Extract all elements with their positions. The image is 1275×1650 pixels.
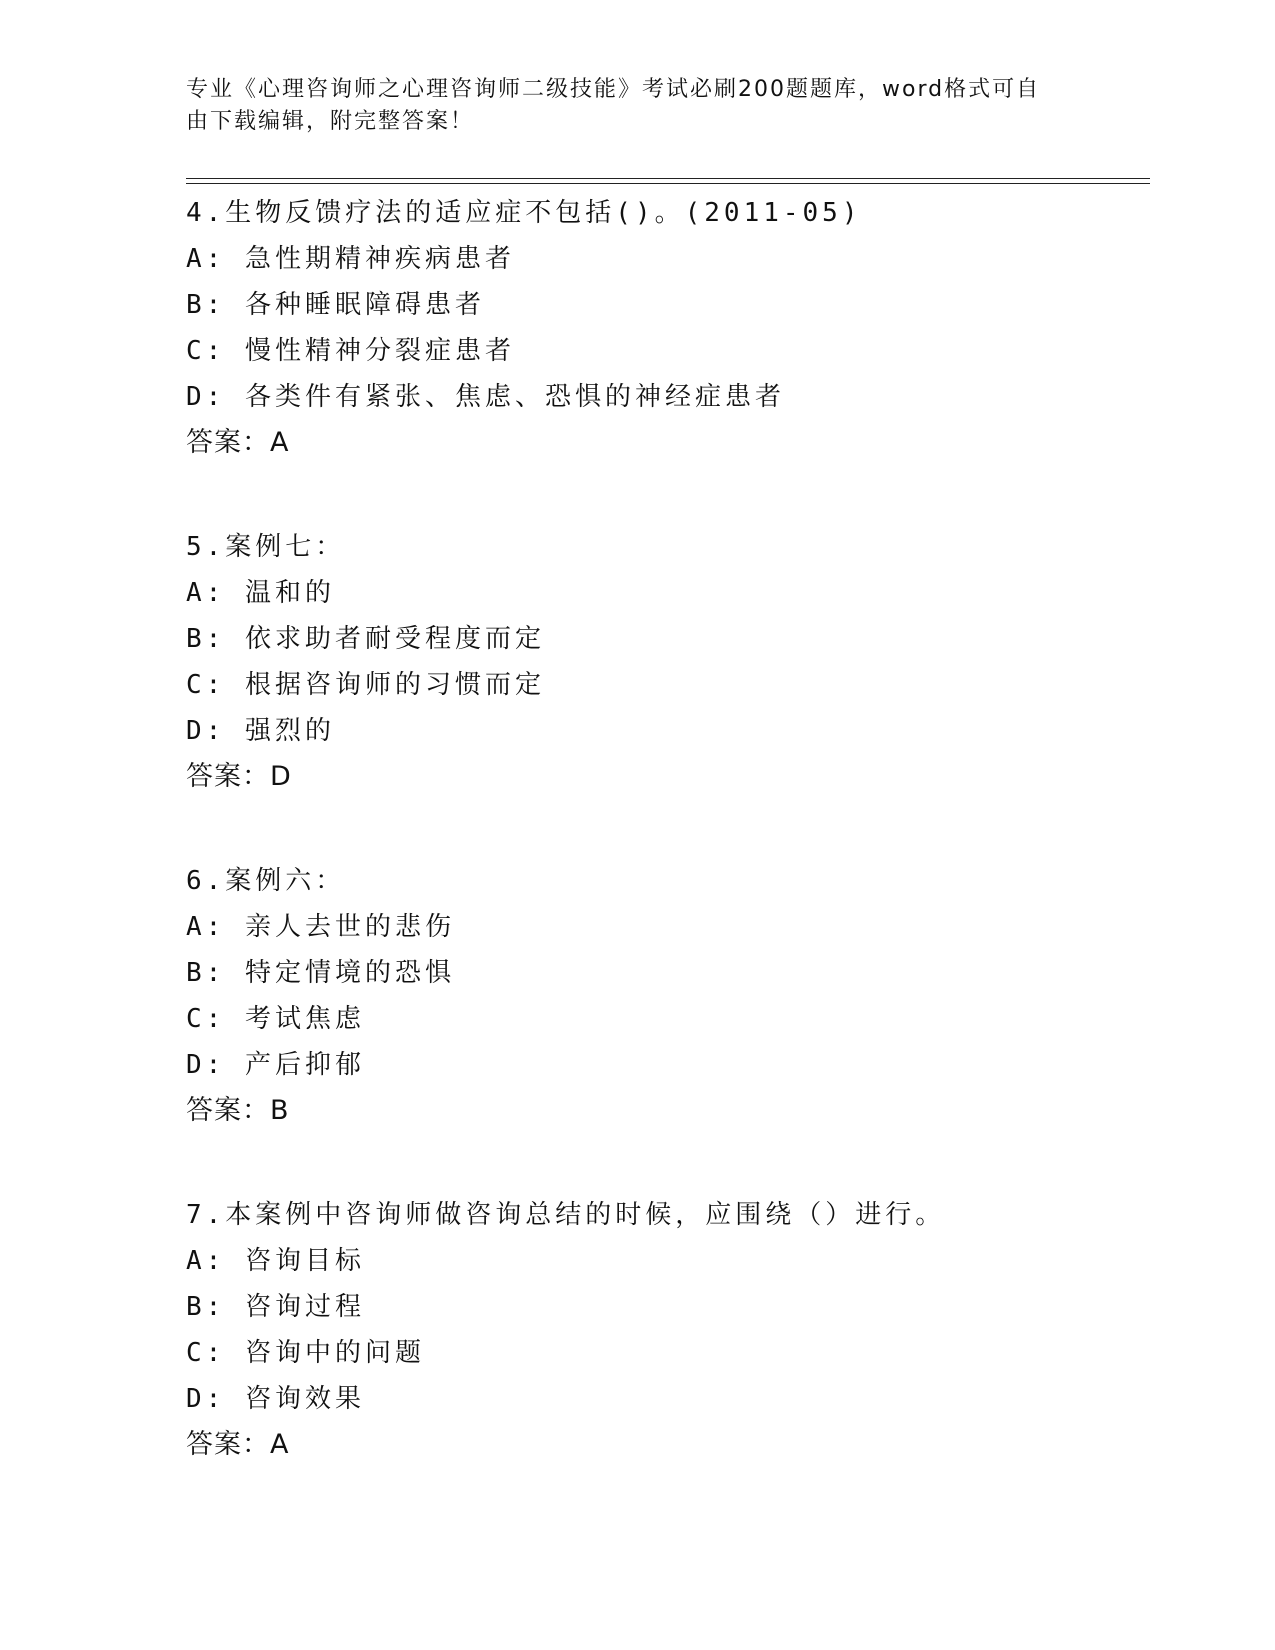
option-c: C: 根据咨询师的习惯而定 [186, 670, 545, 700]
answer-line: 答案：A [186, 427, 290, 458]
answer-line: 答案：B [186, 1095, 290, 1126]
question-stem: 5.案例七： [186, 532, 346, 562]
question-7 [186, 1192, 1146, 1468]
option-d: D: 产后抑郁 [186, 1050, 365, 1080]
document-header [186, 74, 1066, 138]
option-b: B: 各种睡眠障碍患者 [186, 290, 485, 320]
question-list [186, 190, 1146, 1526]
option-d: D: 各类件有紧张、焦虑、恐惧的神经症患者 [186, 382, 785, 412]
question-stem: 6.案例六： [186, 866, 346, 896]
option-a: A: 咨询目标 [186, 1246, 365, 1276]
header-divider-top [186, 178, 1150, 179]
option-c: C: 咨询中的问题 [186, 1338, 425, 1368]
option-d: D: 强烈的 [186, 716, 335, 746]
option-b: B: 依求助者耐受程度而定 [186, 624, 545, 654]
header-line-1: 专业《心理咨询师之心理咨询师二级技能》考试必刷200题题库，word格式可自 [186, 77, 1041, 102]
answer-line: 答案：A [186, 1429, 290, 1460]
header-line-2: 由下载编辑，附完整答案！ [186, 109, 475, 134]
option-b: B: 咨询过程 [186, 1292, 365, 1322]
option-c: C: 慢性精神分裂症患者 [186, 336, 515, 366]
question-stem: 7.本案例中咨询师做咨询总结的时候，应围绕（）进行。 [186, 1200, 946, 1230]
question-stem: 4.生物反馈疗法的适应症不包括()。(2011-05) [186, 198, 862, 228]
answer-line: 答案：D [186, 761, 292, 792]
option-a: A: 急性期精神疾病患者 [186, 244, 515, 274]
option-b: B: 特定情境的恐惧 [186, 958, 455, 988]
question-5 [186, 524, 1146, 800]
header-divider-bottom [186, 183, 1150, 184]
option-d: D: 咨询效果 [186, 1384, 365, 1414]
option-c: C: 考试焦虑 [186, 1004, 365, 1034]
question-4 [186, 190, 1146, 466]
question-6 [186, 858, 1146, 1134]
option-a: A: 亲人去世的悲伤 [186, 912, 455, 942]
option-a: A: 温和的 [186, 578, 335, 608]
